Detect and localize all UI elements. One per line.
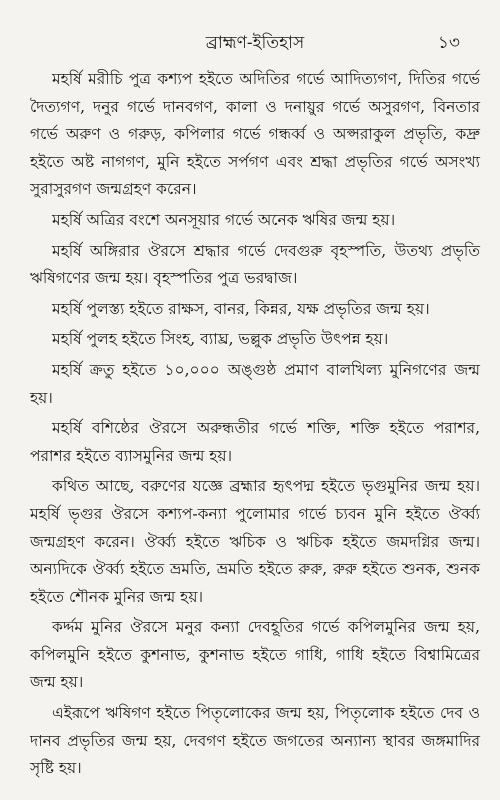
paragraph-pulaha: মহর্ষি পুলহ হইতে সিংহ, ব্যাঘ্র, ভল্লুক প্রভৃতি উৎপন্ন হয়। [52, 330, 389, 349]
paragraph-bhrigu: কথিত আছে, বরুণের যজ্ঞে ব্রহ্মার হৃৎপদ্ম হইতে ভৃগুমুনির জন্ম হয়। মহর্ষি ভৃগুর ঔরসে কশ্যপ-কন্যা পুলোমার গর্ভে চ্যবন মুনি হইতে ঔর্ব্ব্য জন্মগ্রহণ করেন। ঔর্ব্ব্য হইতে ঋচিক ও ঋচিক হইতে জমদগ্নির জন্ম। অন্যদিকে ঔর্ব্ব্য হইতে ভ্রমতি, ভ্রমতি হইতে রুরু, রুরু হইতে শুনক, শুনক হইতে শৌনক মুনির জন্ম হয়। [30, 477, 480, 606]
paragraph-kashyapa: মহর্ষি মরীচি পুত্র কশ্যপ হইতে অদিতির গর্ভে আদিত্যগণ, দিতির গর্ভে দৈত্যগণ, দনুর গর্ভে দানবগণ, কালা ও দনায়ুর গর্ভে অসুরগণ, বিনতার গর্ভে অরুণ ও গরুড়, কপিলার গর্ভে গন্ধর্ব্ব ও অপ্সরাকুল প্রভৃতি, কদ্রু হইতে অষ্ট নাগগণ, মুনি হইতে সর্পগণ এবং শ্রদ্ধা প্রভৃতির গর্ভে অসংখ্য সুরাসুরগণ জন্মগ্রহণ করেন। [30, 70, 480, 199]
paragraph-pulastya: মহর্ষি পুলস্ত্য হইতে রাক্ষস, বানর, কিন্নর, যক্ষ প্রভৃতির জন্ম হয়। [52, 299, 430, 318]
paragraph-atri: মহর্ষি অত্রির বংশে অনসূয়ার গর্ভে অনেক ঋষির জন্ম হয়। [52, 210, 396, 229]
paragraph-kardama: কর্দ্দম মুনির ঔরসে মনুর কন্যা দেবহূতির গর্ভে কপিলমুনির জন্ম হয়, কপিলমুনি হইতে কুশনাভ, কুশনাভ হইতে গাধি, গাধি হইতে বিশ্বামিত্রের জন্ম হয়। [30, 618, 480, 692]
running-head: ব্রাহ্মণ-ইতিহাস [205, 33, 305, 53]
page-header [30, 0, 480, 56]
paragraph-kratu: মহর্ষি ক্রতু হইতে ১০,০০০ অঙ্গুষ্ঠ প্রমাণ বালখিল্য মুনিগণের জন্ম হয়। [30, 360, 480, 407]
page-number: ১৩ [437, 33, 460, 53]
paragraph-vashishtha: মহর্ষি বশিষ্ঠের ঔরসে অরুন্ধতীর গর্ভে শক্তি, শক্তি হইতে পরাশর, পরাশর হইতে ব্যাসমুনির জন্ম হয়। [30, 419, 480, 465]
paragraph-angira: মহর্ষি অঙ্গিরার ঔরসে শ্রদ্ধার গর্ভে দেবগুরু বৃহস্পতি, উতথ্য প্রভৃতি ঋষিগণের জন্ম হয়। বৃহস্পতির পুত্র ভরদ্বাজ। [30, 241, 480, 288]
page-body [30, 66, 480, 783]
paragraph-summary: এইরূপে ঋষিগণ হইতে পিতৃলোকের জন্ম হয়, পিতৃলোক হইতে দেব ও দানব প্রভৃতির জন্ম হয়, দেবগণ হইতে জগতের অন্যান্য স্থাবর জঙ্গমাদির সৃষ্টি হয়। [30, 704, 480, 778]
